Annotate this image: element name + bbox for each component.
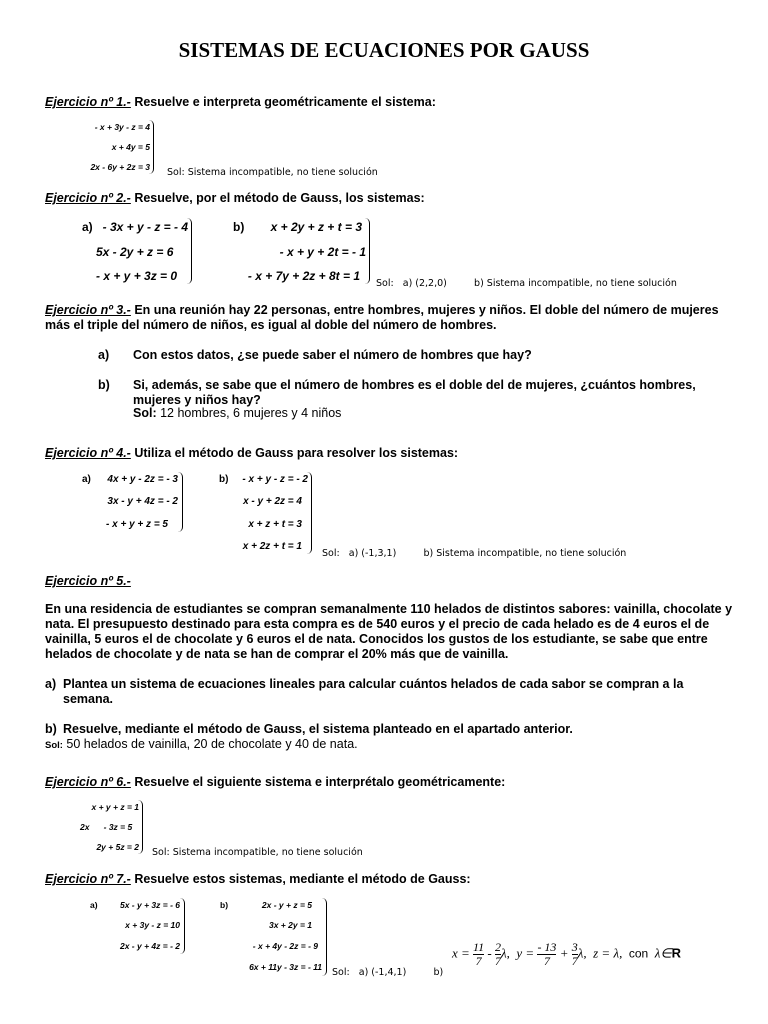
ex5-b-label: b) — [45, 722, 57, 736]
ex4-a-eq-1: 4x + y - 2z = - 3 — [107, 474, 178, 485]
exercise-2-label: Ejercicio nº 2.- — [45, 191, 131, 205]
ex3-b-text: Si, además, se sabe que el número de hombres es el doble del de mujeres, ¿cuántos hombres, mujeres y niños hay? — [133, 378, 696, 407]
formula-y-frac-2-num: 3 — [571, 940, 578, 954]
exercise-1-text: Resuelve e interpreta geométricamente el sistema: — [130, 95, 436, 109]
ex6-brace — [138, 800, 143, 854]
formula-lambda: λ∈ — [654, 945, 672, 961]
ex6-eq-2: 2x - 3z = 5 — [80, 822, 133, 832]
ex5-solution-text: 50 helados de vainilla, 20 de chocolate y 40 de nata. — [62, 737, 358, 751]
page-title: SISTEMAS DE ECUACIONES POR GAUSS — [178, 38, 590, 62]
ex4-b-eq-3: x + z + t = 3 — [248, 519, 302, 530]
ex4-b-eq-4: x + 2z + t = 1 — [242, 541, 302, 552]
ex3-a-label: a) — [98, 348, 110, 362]
formula-con: con — [628, 946, 649, 961]
formula-x-frac-2-den: 7 — [495, 954, 501, 968]
ex7-b-eq-2: 3x + 2y = 1 — [268, 920, 312, 930]
ex3-solution — [133, 406, 341, 421]
ex7-a-eq-3: 2x - y + 4z = - 2 — [119, 941, 180, 951]
exercise-7-label: Ejercicio nº 7.- — [45, 872, 131, 886]
formula-y-frac-1-num: - 13 — [537, 940, 557, 954]
ex1-eq-1: - x + 3y - z = 4 — [94, 122, 150, 132]
ex2-b-eq-3: - x + 7y + 2z + 8t = 1 — [247, 269, 360, 283]
formula-x-frac-1-den: 7 — [475, 954, 482, 968]
ex4-a-label: a) — [82, 474, 91, 485]
ex4-solution: Sol: a) (-1,3,1) b) Sistema incompatible, no tiene solución — [322, 548, 627, 559]
ex7-a-eq-2: x + 3y - z = 10 — [125, 920, 180, 930]
ex2-solution: Sol: a) (2,2,0) b) Sistema incompatible, no tiene solución — [376, 278, 677, 289]
ex1-eq-2: x + 4y = 5 — [111, 142, 150, 152]
formula-y-frac-1 — [537, 941, 556, 968]
ex6-solution: Sol: Sistema incompatible, no tiene solución — [152, 847, 363, 858]
ex3-b-label: b) — [98, 378, 110, 392]
exercise-2-text: Resuelve, por el método de Gauss, los sistemas: — [130, 191, 425, 205]
ex7-a-brace — [180, 898, 185, 954]
ex5-solution — [45, 737, 358, 751]
ex2-b-brace — [365, 218, 370, 284]
exercise-1-heading — [45, 95, 436, 109]
exercise-5-label: Ejercicio nº 5.- — [45, 574, 131, 588]
ex5-solution-label: Sol: — [45, 740, 63, 751]
exercise-6-label: Ejercicio nº 6.- — [45, 775, 131, 789]
ex2-a-label: a) — [82, 220, 93, 234]
formula-y-tail: λ, — [577, 945, 587, 961]
ex4-a-eq-3: - x + y + z = 5 — [106, 519, 168, 530]
formula-x-frac-1 — [473, 941, 484, 968]
ex5-b-text: Resuelve, mediante el método de Gauss, el sistema planteado en el apartado anterior. — [63, 722, 573, 736]
formula-x-frac-2-num: 2 — [495, 940, 501, 954]
exercise-3-text: En una reunión hay 22 personas, entre hombres, mujeres y niños. El doble del número de mujeres más el triple del número de niños, es igual al doble del número de hombres. — [45, 303, 719, 332]
ex4-b-brace — [307, 472, 312, 554]
exercise-2-heading — [45, 191, 425, 205]
exercise-3-heading — [45, 303, 735, 333]
exercise-6-heading — [45, 775, 505, 789]
ex4-a-brace — [178, 472, 183, 532]
exercise-4-heading — [45, 446, 458, 460]
formula-x-lhs: x = — [452, 945, 470, 961]
formula-y-frac-2-den: 7 — [571, 954, 578, 968]
ex2-b-label: b) — [233, 220, 245, 234]
ex7-b-eq-1: 2x - y + z = 5 — [261, 900, 312, 910]
ex5-a-label: a) — [45, 677, 57, 691]
ex3-a-text: Con estos datos, ¿se puede saber el número de hombres que hay? — [133, 348, 532, 362]
exercise-6-text: Resuelve el siguiente sistema e interprétalo geométricamente: — [130, 775, 506, 789]
ex5-a-text: Plantea un sistema de ecuaciones lineales para calcular cuántos helados de cada sabor se compran a la semana. — [63, 677, 684, 706]
ex5-statement: En una residencia de estudiantes se compran semanalmente 110 helados de distintos sabores: vainilla, chocolate y nata. El presupuesto destinado para esta compra es de 540 euros y el precio de cada helado es de 4 euros el de vainilla, 5 euros el de chocolate y 6 euros el de nata. Conocidos los gustos de los estudiante, se sabe que entre helados de chocolate y de nata se han de comprar el 20% más que de vainilla. — [45, 602, 733, 661]
exercise-4-text: Utiliza el método de Gauss para resolver los sistemas: — [130, 446, 459, 460]
ex2-a-eq-1: - 3x + y - z = - 4 — [102, 220, 188, 234]
exercise-4-label: Ejercicio nº 4.- — [45, 446, 131, 460]
ex2-b-eq-2: - x + y + 2t = - 1 — [279, 245, 366, 259]
ex7-b-eq-4: 6x + 11y - 3z = - 11 — [249, 962, 322, 972]
ex4-b-eq-1: - x + y - z = - 2 — [242, 474, 308, 485]
ex4-b-eq-2: x - y + 2z = 4 — [243, 496, 302, 507]
ex1-eq-3: 2x - 6y + 2z = 3 — [90, 162, 150, 172]
ex2-a-eq-3: - x + y + 3z = 0 — [96, 269, 178, 283]
ex2-b-eq-1: x + 2y + z + t = 3 — [270, 220, 362, 234]
ex2-a-eq-2: 5x - 2y + z = 6 — [96, 245, 174, 259]
ex7-a-label: a) — [90, 900, 98, 910]
formula-x-frac-1-num: 11 — [473, 940, 485, 954]
ex7-solution: Sol: a) (-1,4,1) b) — [332, 967, 444, 978]
formula-x-op: - — [487, 945, 492, 961]
ex2-a-brace — [187, 218, 192, 284]
formula-y-op: + — [559, 945, 569, 961]
exercise-7-text: Resuelve estos sistemas, mediante el método de Gauss: — [130, 872, 471, 886]
ex7-b-label: b) — [220, 900, 229, 910]
formula-y-lhs: y = — [516, 945, 535, 961]
formula-y-frac-1-den: 7 — [543, 954, 550, 968]
ex7-b-eq-3: - x + 4y - 2z = - 9 — [252, 941, 318, 951]
ex7-parametric-solution — [452, 941, 681, 968]
ex6-eq-1: x + y + z = 1 — [91, 802, 139, 812]
exercise-1-label: Ejercicio nº 1.- — [45, 95, 131, 109]
ex6-eq-3: 2y + 5z = 2 — [96, 842, 139, 852]
formula-z: z = λ, — [593, 945, 623, 961]
ex1-solution: Sol: Sistema incompatible, no tiene solución — [167, 167, 378, 178]
exercise-5-heading — [45, 574, 131, 588]
ex4-b-label: b) — [219, 474, 229, 485]
exercise-7-heading — [45, 872, 471, 886]
ex3-solution-label: Sol: — [133, 406, 157, 420]
formula-x-tail: λ, — [501, 945, 510, 961]
exercise-3-label: Ejercicio nº 3.- — [45, 303, 131, 317]
ex3-solution-text: 12 hombres, 6 mujeres y 4 niños — [156, 406, 342, 420]
ex4-a-eq-2: 3x - y + 4z = - 2 — [107, 496, 178, 507]
ex7-a-eq-1: 5x - y + 3z = - 6 — [119, 900, 180, 910]
ex7-b-brace — [322, 898, 327, 976]
ex1-brace — [149, 120, 154, 174]
formula-set-r: R — [671, 945, 682, 961]
